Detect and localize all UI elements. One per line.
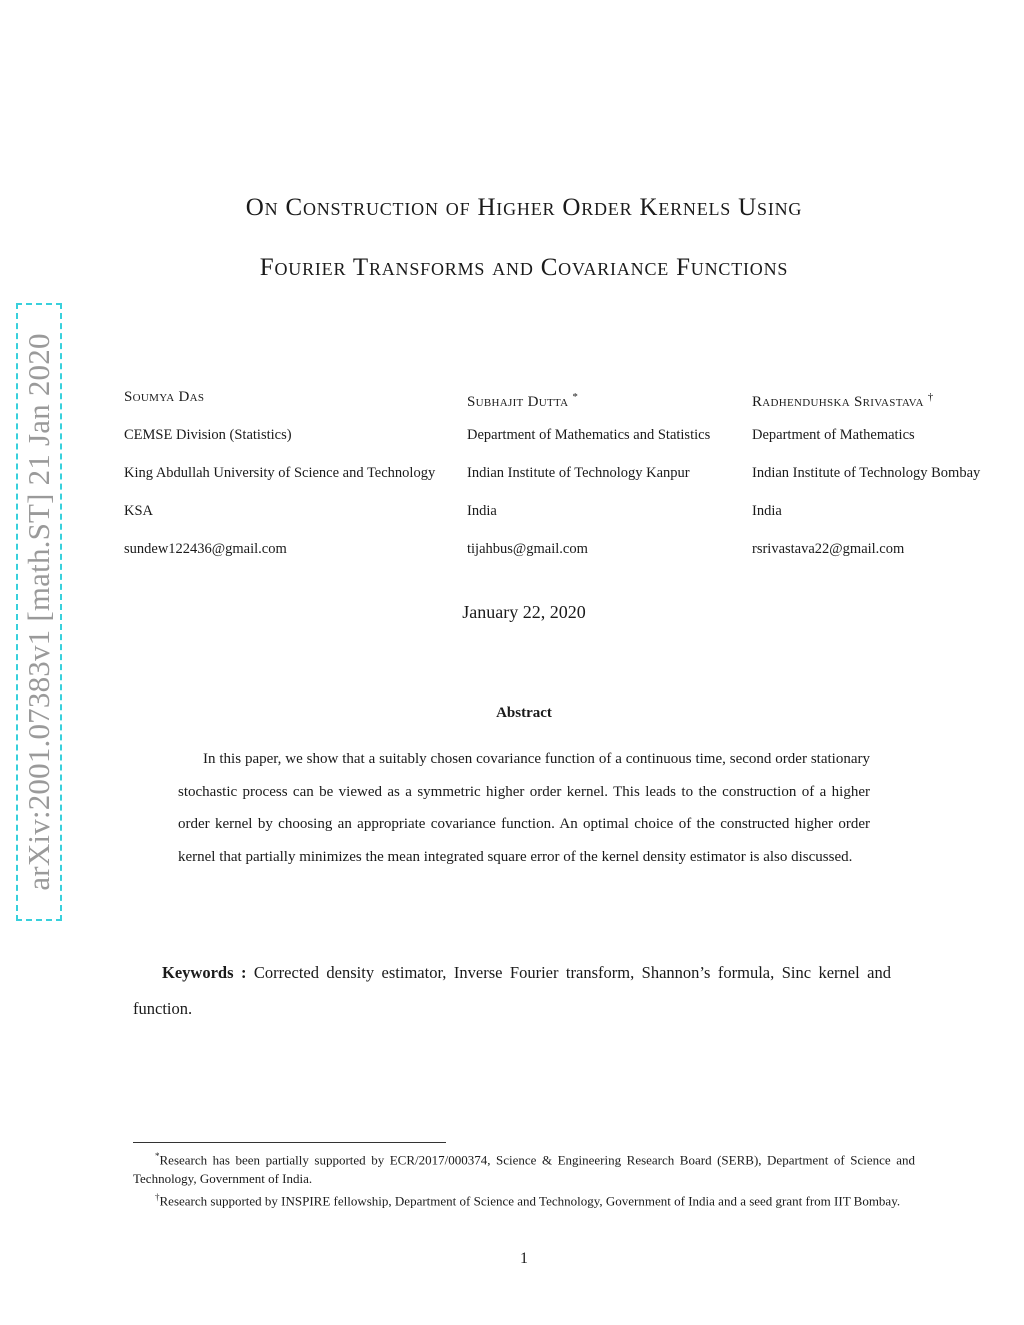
footnote-text: Research supported by INSPIRE fellowship, Department of Science and Technology, Government of India and a seed grant from IIT Bombay.: [159, 1193, 901, 1209]
footnote-2: [133, 1188, 915, 1211]
keywords-text: Corrected density estimator, Inverse Fourier transform, Shannon’s formula, Sinc kernel and function.: [133, 963, 891, 1018]
author-email: tijahbus@gmail.com: [467, 541, 588, 557]
author-block-1: [124, 386, 435, 576]
footnote-mark: *: [155, 1151, 160, 1161]
author-footnote-mark: †: [927, 391, 934, 403]
author-name: Subhajit Dutta *: [467, 391, 579, 410]
author-affiliation-2: Indian Institute of Technology Bombay: [752, 465, 981, 481]
author-country: India: [467, 503, 497, 519]
footnote-text: Research has been partially supported by ECR/2017/000374, Science & Engineering Research Board (SERB), Department of Science and Technology, Government of India.: [133, 1152, 915, 1186]
author-affiliation-1: Department of Mathematics: [752, 427, 915, 443]
footnote-divider: [133, 1142, 446, 1143]
arxiv-identifier-text: arXiv:2001.07383v1 [math.ST] 21 Jan 2020: [21, 333, 56, 891]
abstract-body: In this paper, we show that a suitably chosen covariance function of a continuous time, second order stationary stochastic process can be viewed as a symmetric higher order kernel. This leads to the construction of a higher order kernel by choosing an appropriate covariance function. An optimal choice of the constructed higher order kernel that partially minimizes the mean integrated square error of the kernel density estimator is also discussed.: [178, 751, 870, 865]
author-name: Radhenduhska Srivastava †: [752, 391, 934, 410]
page-number: 1: [520, 1250, 528, 1267]
author-affiliation-1: CEMSE Division (Statistics): [124, 427, 292, 443]
author-name: Soumya Das: [124, 389, 205, 405]
author-block-3: [752, 386, 980, 576]
author-country: KSA: [124, 503, 154, 519]
author-footnote-mark: *: [572, 391, 579, 403]
paper-date: January 22, 2020: [462, 602, 586, 622]
abstract-heading: Abstract: [496, 705, 552, 721]
paper-title-line-2: Fourier Transforms and Covariance Functions: [259, 254, 789, 281]
author-country: India: [752, 503, 782, 519]
author-block-2: [467, 386, 710, 576]
footnote-1: [133, 1147, 915, 1188]
author-affiliation-1: Department of Mathematics and Statistics: [467, 427, 711, 443]
keywords-paragraph: [133, 955, 891, 1027]
author-email: sundew122436@gmail.com: [124, 541, 287, 557]
footnotes: [133, 1147, 915, 1211]
paper-title-line-1: On Construction of Higher Order Kernels Using: [245, 194, 803, 221]
author-email: rsrivastava22@gmail.com: [752, 541, 905, 557]
author-affiliation-2: King Abdullah University of Science and Technology: [124, 465, 436, 481]
author-affiliation-2: Indian Institute of Technology Kanpur: [467, 465, 690, 481]
footnote-mark: †: [155, 1192, 160, 1203]
keywords-label: Keywords :: [162, 963, 247, 982]
